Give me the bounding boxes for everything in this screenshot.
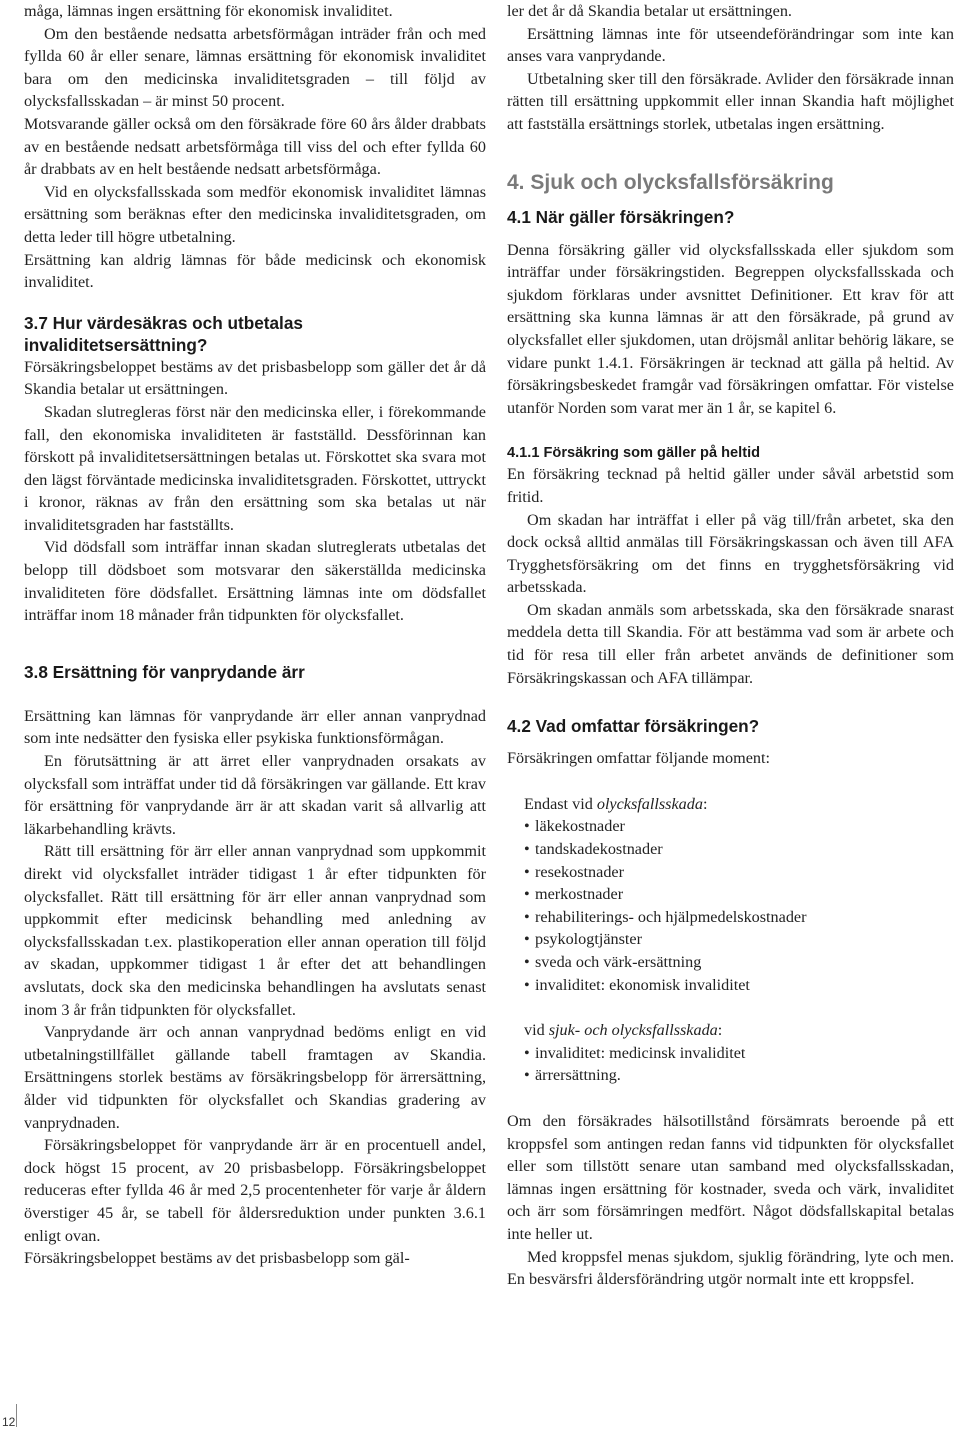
coverage-list-accident bbox=[507, 793, 954, 996]
bullet-list bbox=[524, 1042, 954, 1087]
coverage-list-sickness bbox=[507, 1019, 954, 1087]
paragraph: Om den bestående nedsatta arbetsförmågan inträder från och med fyllda 60 år eller senare, lämnas ersättning för ekonomisk invaliditet bara om den medicinska invaliditetsgraden – till följd av olycksfallsskadan – är minst 50 procent. bbox=[24, 24, 486, 111]
paragraph: Vanprydande ärr och annan vanprydnad bedöms enligt en vid utbetalningstillfället gällande tabell framtagen av Skandia. Ersättningens storlek bestäms av försäkringsbelopp för ärrersättning, ålder vid tidpunkten för olycksfallet och Skandias gradering av vanprydnaden. bbox=[24, 1023, 486, 1132]
paragraph: Försäkringen omfattar följande moment: bbox=[507, 749, 770, 768]
list-item: • resekostnader bbox=[524, 861, 954, 884]
paragraph: ler det år då Skandia betalar ut ersättningen. bbox=[507, 2, 792, 20]
list-intro: vid sjuk- och olycksfallsskada: bbox=[524, 1021, 723, 1040]
paragraph: Med kroppsfel menas sjukdom, sjuklig förändring, lyte och men. En besvärsfri åldersförändring utgör normalt inte ett kroppsfel. bbox=[507, 1247, 954, 1289]
paragraph: Försäkringsbeloppet bestäms av det prisbasbelopp som gäl- bbox=[24, 1249, 410, 1268]
list-intro: Endast vid olycksfallsskada: bbox=[524, 794, 708, 813]
page-number: 12 bbox=[2, 1415, 16, 1429]
paragraph: En försäkring tecknad på heltid gäller under såväl arbetstid som fritid. bbox=[507, 465, 954, 506]
list-item: • tandskadekostnader bbox=[524, 838, 954, 861]
paragraph: Om skadan har inträffat i eller på väg till/från arbetet, ska den dock också alltid anmälas till Försäkringskassan och även till AFA Trygghetsförsäkring om det finns en trygghetsförsäkring vid arbetsskada. bbox=[507, 510, 954, 597]
list-item: • invaliditet: medicinsk invaliditet bbox=[524, 1042, 954, 1065]
list-item: • merkostnader bbox=[524, 883, 954, 906]
chapter-heading: 4. Sjuk och olycksfallsförsäkring bbox=[507, 170, 834, 194]
paragraph: Motsvarande gäller också om den försäkrade före 60 års ålder drabbats av en bestående nedsatt arbetsförmåga till viss del och efter fyllda 60 år drabbats av en helt bestående nedsatt arbetsförmåga. bbox=[24, 114, 486, 179]
paragraph: måga, lämnas ingen ersättning för ekonomisk invaliditet. bbox=[24, 2, 393, 20]
paragraph: En förutsättning är att ärret eller vanprydnaden orsakats av olycksfall som inträffat under tid då försäkringen var gällande. Ett krav för ersättning för vanprydande ärr är att skadan varit så allvarlig att läkarbehandling krävts. bbox=[24, 752, 486, 838]
list-item: • sveda och värk-ersättning bbox=[524, 951, 954, 974]
paragraph: Ersättning kan lämnas för vanprydande ärr eller annan vanprydnad som inte nedsätter den fysiska eller psykiska funktionsförmågan. bbox=[24, 706, 486, 748]
right-column bbox=[507, 0, 954, 1291]
list-item: • rehabiliterings- och hjälpmedelskostnader bbox=[524, 906, 954, 929]
list-item: • psykologtjänster bbox=[524, 928, 954, 951]
paragraph: Försäkringsbeloppet bestäms av det prisbasbelopp som gäller det år då Skandia betalar ut ersättningen. bbox=[24, 357, 486, 399]
paragraph: Försäkringsbeloppet för vanprydande ärr är en procentuell andel, dock högst 15 procent, av 20 prisbasbelopp. Försäkringsbeloppet reduceras efter fyllda 46 år med 2,5 procentenheter för varje år åldern överstiger 45 år, se tabell för åldersreduktion under punkten 3.6.1 enligt ovan. bbox=[24, 1136, 486, 1245]
page-number-rule bbox=[16, 1404, 17, 1427]
paragraph: Vid en olycksfallsskada som medför ekonomisk invaliditet lämnas ersättning som beräknas efter den medicinska invaliditetsgraden, om detta leder till högre utbetalning. bbox=[24, 182, 486, 246]
paragraph: Ersättning lämnas inte för utseendeförändringar som inte kan anses vara vanprydande. bbox=[507, 24, 954, 66]
paragraph: Om den försäkrades hälsotillstånd försämrats beroende på ett kroppsfel som antingen redan fanns vid tidpunkten för olycksfallet eller som tillstött senare utan samband med olycksfallsskadan, lämnas ingen ersättning för kostnader, sveda och värk, invaliditet och ärr som försämringen medfört. Något dödsfallskapital betalas inte heller ut. bbox=[507, 1111, 954, 1243]
section-heading-4-2: 4.2 Vad omfattar försäkringen? bbox=[507, 716, 760, 737]
paragraph: Denna försäkring gäller vid olycksfallsskada eller sjukdom som inträffar under försäkringstiden. Begreppen olycksfallsskada och sjukdom förklaras under avsnittet Definitioner. Ett krav för att ersättning ska kunna lämnas är att den försäkrade, på grund av olycksfallet eller sjukdomen, utan dröjsmål anlitar behörig läkare, se vidare punkt 1.4.1. Försäkringen är tecknad att gälla på heltid. Av försäkringsbeskedet framgår vad försäkringen omfattar. För vistelse utanför Norden som varat mer än 1 år, se kapitel 6. bbox=[507, 240, 954, 417]
left-column bbox=[24, 0, 486, 1270]
paragraph: Om skadan anmäls som arbetsskada, ska den försäkrade snarast meddela detta till Skandia. För att bestämma vad som är arbete och tid för resa till eller från arbetet används de definitioner som Försäkringskassan och AFA tillämpar. bbox=[507, 600, 954, 687]
section-heading-3-7: 3.7 Hur värdesäkras och utbetalas invaliditetsersättning? bbox=[24, 312, 303, 355]
bullet-list bbox=[524, 815, 954, 996]
list-item: • invaliditet: ekonomisk invaliditet bbox=[524, 974, 954, 997]
paragraph: Skadan slutregleras först när den medicinska eller, i förekommande fall, den ekonomiska invaliditeten är fastställd. Dessförinnan kan förskott på invaliditetsersättningen betalas ut. Förskottet ska svara mot den lägst förväntade medicinska invaliditetsgraden. Förskottet, uttryckt i kronor, räknas av från den ersättning som ska betalas ut när invaliditetsgraden har fastställts. bbox=[24, 402, 486, 534]
section-heading-4-1: 4.1 När gäller försäkringen? bbox=[507, 206, 735, 227]
paragraph: Rätt till ersättning för ärr eller annan vanprydnad som uppkommit direkt vid olycksfallet inträder tidigast 1 år efter tidpunkten för olycksfallet. Rätt till ersättning för ärr eller annan vanprydnad som uppkommit efter medicinsk behandling med anledning av olycksfallsskadan t.ex. plastikoperation eller annan operation till följd av skadan, uppkommer tidigast 1 år efter det att behandlingen avslutats, dock ska den medicinska behandlingen ha avslutats senast inom 3 år från tidpunkten för olycksfallet. bbox=[24, 842, 486, 1019]
subsection-heading-4-1-1: 4.1.1 Försäkring som gäller på heltid bbox=[507, 445, 761, 462]
paragraph: Utbetalning sker till den försäkrade. Avlider den försäkrade innan rätten till ersättning uppkommit eller innan Skandia haft möjlighet att fastställa ersättnings storlek, utbetalas ingen ersättning. bbox=[507, 69, 954, 133]
paragraph: Vid dödsfall som inträffar innan skadan slutreglerats utbetalas det belopp till dödsboet som motsvarar den säkerställda medicinska invaliditeten före dödsfallet. Ersättning lämnas inte om dödsfallet inträffar inom 18 månader från tidpunkten för olycksfallet. bbox=[24, 538, 486, 625]
list-item: • ärrersättning. bbox=[524, 1064, 954, 1087]
list-item: • läkekostnader bbox=[524, 815, 954, 838]
section-heading-3-8: 3.8 Ersättning för vanprydande ärr bbox=[24, 661, 305, 682]
paragraph: Ersättning kan aldrig lämnas för både medicinsk och ekonomisk invaliditet. bbox=[24, 250, 486, 292]
